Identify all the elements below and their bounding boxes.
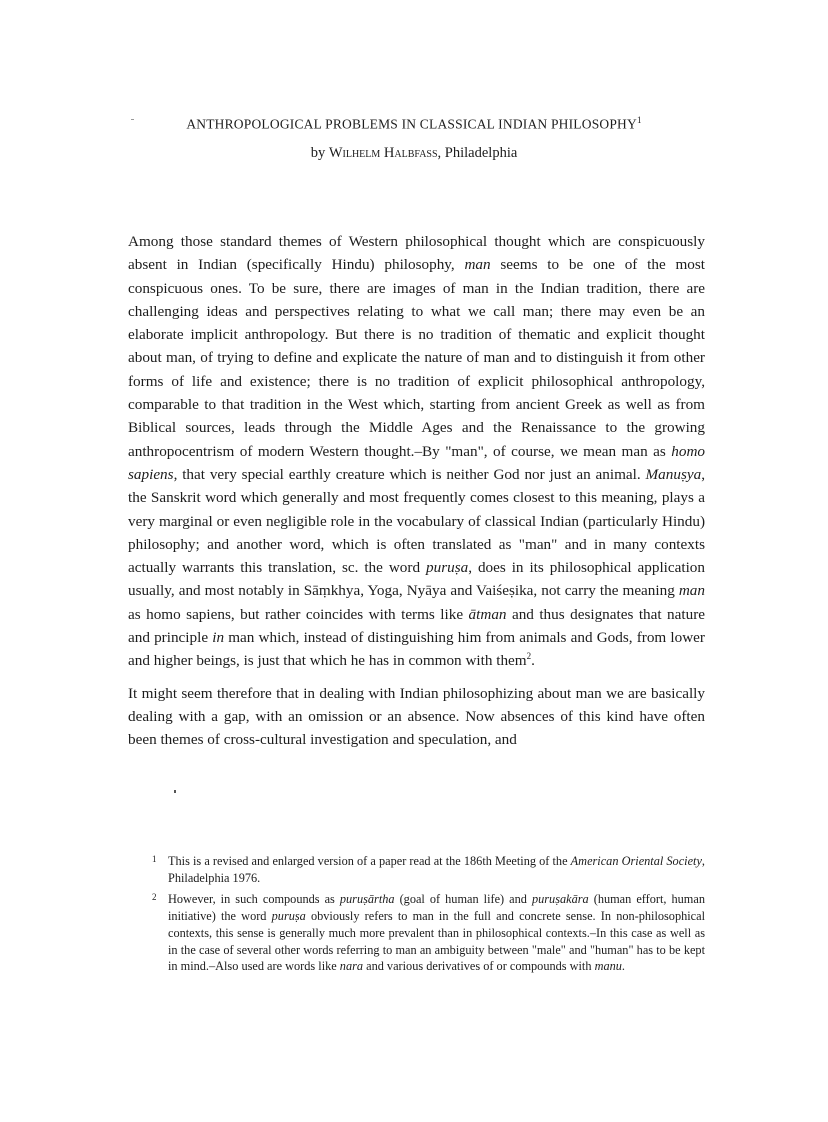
text-run: as homo sapiens, but rather coincides with terms like <box>128 605 469 623</box>
italic-term: Manuṣya <box>645 465 702 483</box>
footnotes <box>152 853 705 979</box>
italic-term: puruṣakāra <box>531 891 589 906</box>
text-run: , that very special earthly creature which is neither God nor just an animal. <box>173 465 646 483</box>
text-run: , Philadelphia 1976. <box>168 854 705 885</box>
byline <box>0 145 828 162</box>
article-title <box>0 115 828 133</box>
footnote-1 <box>152 853 705 887</box>
italic-term: homo sapiens <box>128 442 705 483</box>
text-run: and various derivatives of or compounds with <box>363 959 595 974</box>
text-run: . <box>531 652 535 670</box>
text-run: and thus designates that nature and principle <box>128 605 705 647</box>
text-run: This is a revised and enlarged version of a paper read at the 186th Meeting of the <box>168 854 571 868</box>
italic-term: American Oriental Society <box>570 854 702 868</box>
footnote-2 <box>152 891 705 976</box>
text-run: However, in such compounds as <box>168 891 340 906</box>
text-run: , does in its philosophical application usually, and most notably in Sāṃkhya, Yoga, Nyāya and Vaiśeṣika, not carry the meaning <box>128 559 705 600</box>
text-run: (human effort, human initiative) the word <box>168 891 705 923</box>
author-name: Wilhelm Halbfass <box>328 145 438 161</box>
italic-term: man <box>464 256 491 274</box>
italic-term: manu <box>594 959 622 974</box>
italic-term: puruṣa <box>271 908 306 923</box>
byline-prefix: by <box>310 145 329 161</box>
footnote-mark: 2 <box>152 891 157 902</box>
scan-speck <box>174 790 176 793</box>
text-run: Among those standard themes of Western philosophical thought which are conspicuously absent in Indian (specifically Hindu) philosophy, <box>128 233 705 274</box>
italic-term: puruṣārtha <box>339 891 395 906</box>
paragraph-2: It might seem therefore that in dealing with Indian philosophizing about man we are basically dealing with a gap, with an omission or an absence. Now absences of this kind have often been themes of cross-cultural investigation and speculation, and <box>128 684 705 749</box>
footnote-mark: 1 <box>152 854 157 864</box>
author-location: , Philadelphia <box>437 145 518 161</box>
paragraph-1 <box>128 230 705 673</box>
footnote-ref: 2 <box>526 651 532 662</box>
italic-term: nara <box>339 959 364 974</box>
text-run: man which, instead of distinguishing him from animals and Gods, from lower and higher beings, is just that which he has in common with them <box>128 629 705 670</box>
italic-term: ātman <box>468 605 507 623</box>
text-run: . <box>621 959 625 974</box>
italic-term: man <box>678 582 705 600</box>
article-title-text: ANTHROPOLOGICAL PROBLEMS IN CLASSICAL INDIAN PHILOSOPHY <box>186 116 637 132</box>
text-run: (goal of human life) and <box>394 891 532 906</box>
text-run: obviously refers to man in the full and concrete sense. In non-philosophical contexts, this sense is generally much more prevalent than in philosophical contexts.–In this case as well as in the case of several other words referring to man an ambiguity between "male" and "human" has to be kept in mind.–Also used are words like <box>168 908 705 974</box>
body-text <box>128 230 705 752</box>
italic-term: puruṣa <box>426 559 469 577</box>
italic-term: in <box>212 629 225 647</box>
title-footnote-ref: 1 <box>636 115 642 125</box>
text-run: , the Sanskrit word which generally and most frequently comes closest to this meaning, plays a very marginal or even negligible role in the vocabulary of classical Indian (particularly Hindu) philosophy; and another word, which is often translated as "man" and in many contexts actually warrants this translation, sc. the word <box>128 465 705 577</box>
text-run: seems to be one of the most conspicuous ones. To be sure, there are images of man in the Indian tradition, there are challenging ideas and perspectives relating to what we call man; there may even be an elaborate implicit anthropology. But there is no tradition of thematic and explicit thought about man, of trying to define and explicate the nature of man and to distinguish it from other forms of life and existence; there is no tradition of explicit philosophical anthropology, comparable to that tradition in the West which, starting from ancient Greek as well as from Biblical sources, leads through the Middle Ages and the Renaissance to the growing anthropocentrism of modern Western thought.–By "man", of course, we mean man as <box>128 256 705 460</box>
